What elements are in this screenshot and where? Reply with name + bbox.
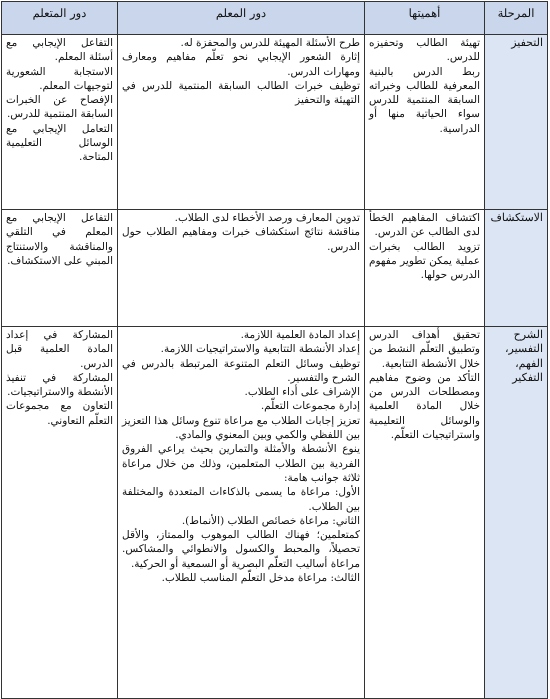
stage-cell: التحفيز <box>485 35 548 210</box>
learner-item: التفاعل الإيجابي مع أسئلة المعلم. <box>6 37 113 64</box>
header-teacher-role: دور المعلم <box>118 2 365 35</box>
learner-item: المشاركة في إعداد المادة العلمية قبل الدرس. <box>6 329 113 370</box>
teacher-item: كمتعلمين؛ فهناك الطالب الموهوب والممتاز، والأقل تحصيلاً، والمحبط والكسول والانطوائي والمشاكس. مراعاة أساليب التعلّم البصرية أو السمعية أو الحركية. <box>122 529 360 570</box>
teacher-item: توظيف خبرات الطالب السابقة المنتمية للدرس في التهيئة والتحفيز <box>122 79 360 107</box>
teacher-item: الإشراف على أداء الطلاب. <box>244 386 360 399</box>
teacher-item: إثارة الشعور الإيجابي نحو تعلّم مفاهيم ومعارف ومهارات الدرس. <box>122 51 360 78</box>
table-row-motivation <box>2 35 548 210</box>
learner-role-cell <box>2 35 118 210</box>
teacher-item: الأول: مراعاة ما يسمى بالذكاءات المتعددة والمختلفة بين الطلاب. <box>122 486 360 513</box>
importance-item: تزويد الطالب بخبرات عملية يمكن تطوير مفهوم الدرس حولها. <box>369 240 480 282</box>
learner-role-cell <box>2 210 118 327</box>
teacher-item: طرح الأسئلة المهيئة للدرس والمحفزة له. <box>180 37 360 49</box>
importance-cell <box>365 327 485 699</box>
teacher-item: ينوع الأنشطة والأمثلة والتمارين بحيث يراعي الفروق الفردية بين الطلاب المتعلمين، وذلك من خلال مراعاة ثلاثة جوانب هامة: <box>122 443 360 484</box>
teacher-item: إعداد الأنشطة التتابعية والاستراتيجيات اللازمة. <box>160 343 360 356</box>
importance-item: تهيئة الطالب وتحفيزه للدرس. <box>369 37 480 64</box>
teacher-item: تدوين المعارف ورصد الأخطاء لدى الطلاب. <box>174 212 360 224</box>
importance-item: ربط الدرس بالبنية المعرفية للطالب وخبراته السابقة المنتمية للدرس سواء الحياتية منها أو الدراسية. <box>369 65 480 135</box>
importance-cell <box>365 35 485 210</box>
learner-item: الاستجابة الشعورية لتوجيهات المعلم. <box>6 65 113 92</box>
learner-role-cell <box>2 327 118 699</box>
learner-item: التعامل الإيجابي مع الوسائل التعليمية المتاحة. <box>6 122 113 164</box>
stage-cell: الشرح التفسير، الفهم، التفكير <box>485 327 548 699</box>
table-header-row <box>2 2 548 35</box>
learner-item: المشاركة في تنفيذ الأنشطة والاستراتيجيات. <box>6 371 113 399</box>
teacher-role-cell <box>118 327 365 699</box>
header-learner-role: دور المتعلم <box>2 2 118 35</box>
learner-item: التفاعل الإيجابي مع المعلم في التلقي والمناقشة والاستنتاج المبني على الاستكشاف. <box>6 212 113 267</box>
teacher-role-cell <box>118 210 365 327</box>
table-row-exploration <box>2 210 548 327</box>
document-page <box>2 1 548 694</box>
teacher-item: مناقشة نتائج استكشاف خبرات ومفاهيم الطلاب حول الدرس. <box>122 226 360 253</box>
learner-item: التعاون مع مجموعات التعلّم التعاوني. <box>6 400 113 427</box>
teacher-item: الثالث: مراعاة مدخل التعلّم المناسب للطلاب. <box>161 572 360 585</box>
importance-cell <box>365 210 485 327</box>
learner-item: الإفصاح عن الخبرات السابقة المنتمية للدرس. <box>6 94 113 121</box>
stage-cell: الاستكشاف <box>485 210 548 327</box>
teacher-item: تعزيز إجابات الطلاب مع مراعاة تنوع وسائل هذا التعزيز بين اللفظي والكمي وبين المعنوي والمادي. <box>122 414 360 442</box>
importance-item: اكتشاف المفاهيم الخطأ لدى الطالب عن الدرس. <box>369 212 480 239</box>
header-importance: أهميتها <box>365 2 485 35</box>
teacher-item: إعداد المادة العلمية اللازمة. <box>240 329 360 341</box>
table-row-explanation <box>2 327 548 699</box>
teacher-item: إدارة مجموعات التعلّم. <box>260 400 360 413</box>
teacher-item: الثاني: مراعاة خصائص الطلاب (الأنماط). <box>181 514 360 527</box>
teacher-item: توظيف وسائل التعلم المتنوعة المرتبطة بالدرس في الشرح والتفسير. <box>122 357 360 384</box>
phases-table <box>1 1 548 699</box>
teacher-role-cell <box>118 35 365 210</box>
header-stage: المرحلة <box>485 2 548 35</box>
importance-item: تحقيق أهداف الدرس وتطبيق التعلّم النشط من خلال الأنشطة التتابعية. <box>369 329 480 370</box>
importance-item: التأكد من وضوح مفاهيم ومصطلحات الدرس من خلال المادة العلمية والوسائل التعليمية واستراتيجيات التعلّم. <box>369 371 480 442</box>
